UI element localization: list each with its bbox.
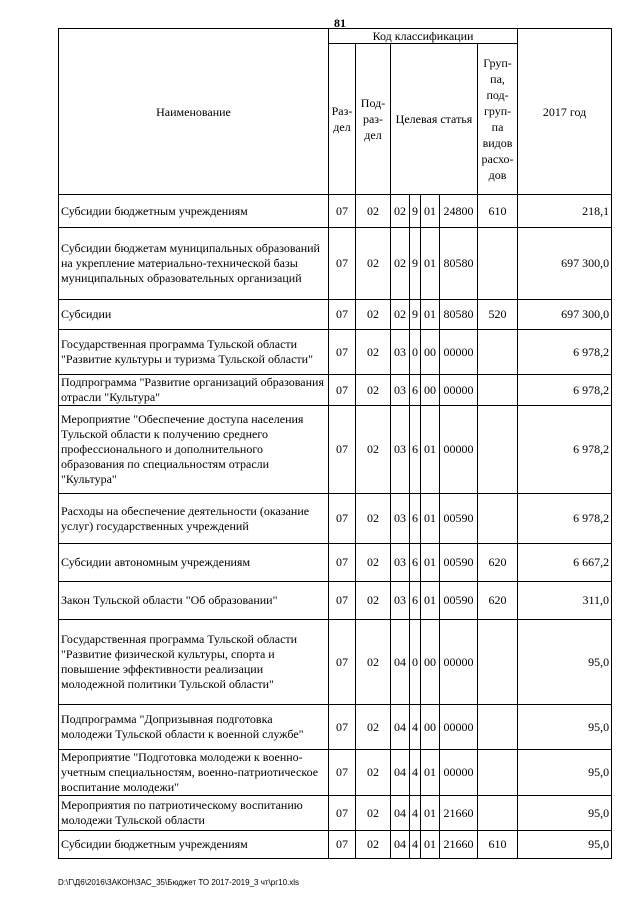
row-razdel: 07 <box>329 544 356 582</box>
row-podrazdel: 02 <box>356 494 391 544</box>
table-row <box>59 494 612 544</box>
row-podrazdel: 02 <box>356 195 391 228</box>
row-amount: 95,0 <box>518 620 612 705</box>
row-target-direction: 00590 <box>440 494 478 544</box>
row-target-direction: 21660 <box>440 831 478 859</box>
row-amount: 311,0 <box>518 582 612 620</box>
row-target-program: 04 <box>391 796 410 831</box>
row-target-subprogram: 9 <box>410 228 421 300</box>
row-expense-group: 520 <box>478 300 518 330</box>
row-amount: 6 978,2 <box>518 330 612 375</box>
row-podrazdel: 02 <box>356 582 391 620</box>
row-expense-group <box>478 750 518 796</box>
row-target-event: 00 <box>421 330 440 375</box>
row-razdel: 07 <box>329 195 356 228</box>
row-expense-group <box>478 705 518 750</box>
row-name: Закон Тульской области "Об образовании" <box>59 582 329 620</box>
row-target-event: 01 <box>421 544 440 582</box>
row-target-subprogram: 4 <box>410 750 421 796</box>
table-row <box>59 300 612 330</box>
row-podrazdel: 02 <box>356 375 391 406</box>
header-podrazdel: Под- раз- дел <box>356 44 391 195</box>
row-name: Государственная программа Тульской области "Развитие физической культуры, спорта и повышение эффективности реализации молодежной политики Тульской области" <box>59 620 329 705</box>
table-row <box>59 620 612 705</box>
row-razdel: 07 <box>329 620 356 705</box>
row-expense-group <box>478 375 518 406</box>
page-number: 81 <box>334 16 346 30</box>
row-expense-group: 620 <box>478 544 518 582</box>
table-row <box>59 375 612 406</box>
row-podrazdel: 02 <box>356 750 391 796</box>
row-amount: 6 978,2 <box>518 494 612 544</box>
row-target-event: 01 <box>421 750 440 796</box>
row-expense-group <box>478 796 518 831</box>
table-row <box>59 831 612 859</box>
table-row <box>59 750 612 796</box>
row-razdel: 07 <box>329 228 356 300</box>
row-target-program: 04 <box>391 750 410 796</box>
table-row <box>59 406 612 494</box>
row-razdel: 07 <box>329 406 356 494</box>
row-target-direction: 80580 <box>440 228 478 300</box>
row-amount: 6 978,2 <box>518 375 612 406</box>
row-amount: 6 978,2 <box>518 406 612 494</box>
table-row <box>59 228 612 300</box>
row-target-program: 03 <box>391 544 410 582</box>
row-razdel: 07 <box>329 330 356 375</box>
row-expense-group: 620 <box>478 582 518 620</box>
row-target-direction: 80580 <box>440 300 478 330</box>
row-expense-group <box>478 620 518 705</box>
row-name: Подпрограмма "Допризывная подготовка молодежи Тульской области к военной службе" <box>59 705 329 750</box>
row-target-event: 01 <box>421 494 440 544</box>
row-razdel: 07 <box>329 494 356 544</box>
row-target-direction: 00000 <box>440 705 478 750</box>
row-amount: 697 300,0 <box>518 300 612 330</box>
row-target-program: 03 <box>391 494 410 544</box>
row-target-subprogram: 9 <box>410 300 421 330</box>
table-row <box>59 195 612 228</box>
row-podrazdel: 02 <box>356 796 391 831</box>
table-row <box>59 544 612 582</box>
row-target-direction: 00000 <box>440 330 478 375</box>
row-expense-group <box>478 406 518 494</box>
row-target-event: 01 <box>421 831 440 859</box>
row-name: Субсидии бюджетным учреждениям <box>59 195 329 228</box>
row-razdel: 07 <box>329 582 356 620</box>
row-expense-group <box>478 494 518 544</box>
row-podrazdel: 02 <box>356 544 391 582</box>
row-target-event: 01 <box>421 796 440 831</box>
header-razdel: Раз- дел <box>329 44 356 195</box>
table-row <box>59 582 612 620</box>
row-amount: 95,0 <box>518 705 612 750</box>
row-podrazdel: 02 <box>356 831 391 859</box>
row-target-subprogram: 9 <box>410 195 421 228</box>
row-podrazdel: 02 <box>356 330 391 375</box>
header-classification: Код классификации <box>329 29 518 44</box>
row-amount: 697 300,0 <box>518 228 612 300</box>
row-target-direction: 00000 <box>440 750 478 796</box>
row-target-event: 00 <box>421 375 440 406</box>
table-row <box>59 796 612 831</box>
row-razdel: 07 <box>329 750 356 796</box>
row-name: Мероприятия по патриотическому воспитанию молодежи Тульской области <box>59 796 329 831</box>
budget-table <box>58 28 612 859</box>
row-target-subprogram: 6 <box>410 582 421 620</box>
row-name: Подпрограмма "Развитие организаций образования отрасли "Культура" <box>59 375 329 406</box>
row-name: Субсидии бюджетным учреждениям <box>59 831 329 859</box>
row-podrazdel: 02 <box>356 620 391 705</box>
row-target-subprogram: 4 <box>410 831 421 859</box>
row-amount: 95,0 <box>518 750 612 796</box>
row-target-program: 02 <box>391 195 410 228</box>
header-year: 2017 год <box>518 29 612 195</box>
table-row <box>59 705 612 750</box>
row-razdel: 07 <box>329 831 356 859</box>
row-name: Государственная программа Тульской области "Развитие культуры и туризма Тульской области" <box>59 330 329 375</box>
row-target-direction: 21660 <box>440 796 478 831</box>
row-target-direction: 24800 <box>440 195 478 228</box>
row-name: Мероприятие "Подготовка молодежи к военно-учетным специальностям, военно-патриотическое воспитание молодежи" <box>59 750 329 796</box>
row-target-event: 01 <box>421 228 440 300</box>
row-name: Субсидии <box>59 300 329 330</box>
row-target-subprogram: 6 <box>410 494 421 544</box>
row-target-subprogram: 4 <box>410 705 421 750</box>
row-amount: 95,0 <box>518 796 612 831</box>
header-name: Наименование <box>59 29 329 195</box>
row-target-direction: 00000 <box>440 620 478 705</box>
row-target-direction: 00000 <box>440 406 478 494</box>
table-row <box>59 330 612 375</box>
row-target-subprogram: 6 <box>410 406 421 494</box>
row-target-subprogram: 4 <box>410 796 421 831</box>
table-body <box>59 195 612 859</box>
row-target-event: 01 <box>421 300 440 330</box>
row-name: Субсидии автономным учреждениям <box>59 544 329 582</box>
row-amount: 95,0 <box>518 831 612 859</box>
row-name: Расходы на обеспечение деятельности (оказание услуг) государственных учреждений <box>59 494 329 544</box>
row-target-event: 01 <box>421 406 440 494</box>
row-target-program: 04 <box>391 831 410 859</box>
row-target-event: 00 <box>421 705 440 750</box>
row-target-subprogram: 6 <box>410 544 421 582</box>
row-podrazdel: 02 <box>356 705 391 750</box>
row-amount: 6 667,2 <box>518 544 612 582</box>
row-expense-group <box>478 228 518 300</box>
row-podrazdel: 02 <box>356 406 391 494</box>
row-razdel: 07 <box>329 300 356 330</box>
row-target-subprogram: 0 <box>410 330 421 375</box>
row-target-direction: 00590 <box>440 582 478 620</box>
row-target-program: 02 <box>391 300 410 330</box>
row-razdel: 07 <box>329 705 356 750</box>
row-target-program: 04 <box>391 705 410 750</box>
row-target-program: 03 <box>391 582 410 620</box>
row-target-program: 03 <box>391 375 410 406</box>
row-target-event: 01 <box>421 582 440 620</box>
row-razdel: 07 <box>329 796 356 831</box>
row-target-subprogram: 6 <box>410 375 421 406</box>
row-razdel: 07 <box>329 375 356 406</box>
row-amount: 218,1 <box>518 195 612 228</box>
row-name: Субсидии бюджетам муниципальных образований на укрепление материально-технической базы муниципальных образовательных организаций <box>59 228 329 300</box>
row-target-event: 00 <box>421 620 440 705</box>
row-target-direction: 00000 <box>440 375 478 406</box>
row-target-event: 01 <box>421 195 440 228</box>
row-expense-group <box>478 330 518 375</box>
row-target-program: 04 <box>391 620 410 705</box>
row-target-program: 02 <box>391 228 410 300</box>
row-podrazdel: 02 <box>356 228 391 300</box>
row-expense-group: 610 <box>478 195 518 228</box>
row-target-program: 03 <box>391 406 410 494</box>
row-target-subprogram: 0 <box>410 620 421 705</box>
row-target-direction: 00590 <box>440 544 478 582</box>
row-target-program: 03 <box>391 330 410 375</box>
header-group: Груп- па, под- груп- па видов расхо- дов <box>478 44 518 195</box>
header-target: Целевая статья <box>391 44 478 195</box>
row-podrazdel: 02 <box>356 300 391 330</box>
file-path-footer: D:\Г\Д6\2016\ЗАКОН\ЗАС_35\Бюджет ТО 2017-2019_3 чт\рг10.xls <box>58 878 300 887</box>
row-name: Мероприятие "Обеспечение доступа населения Тульской области к получению среднего профессионального и дополнительного образования по специальностям отрасли "Культура" <box>59 406 329 494</box>
row-expense-group: 610 <box>478 831 518 859</box>
